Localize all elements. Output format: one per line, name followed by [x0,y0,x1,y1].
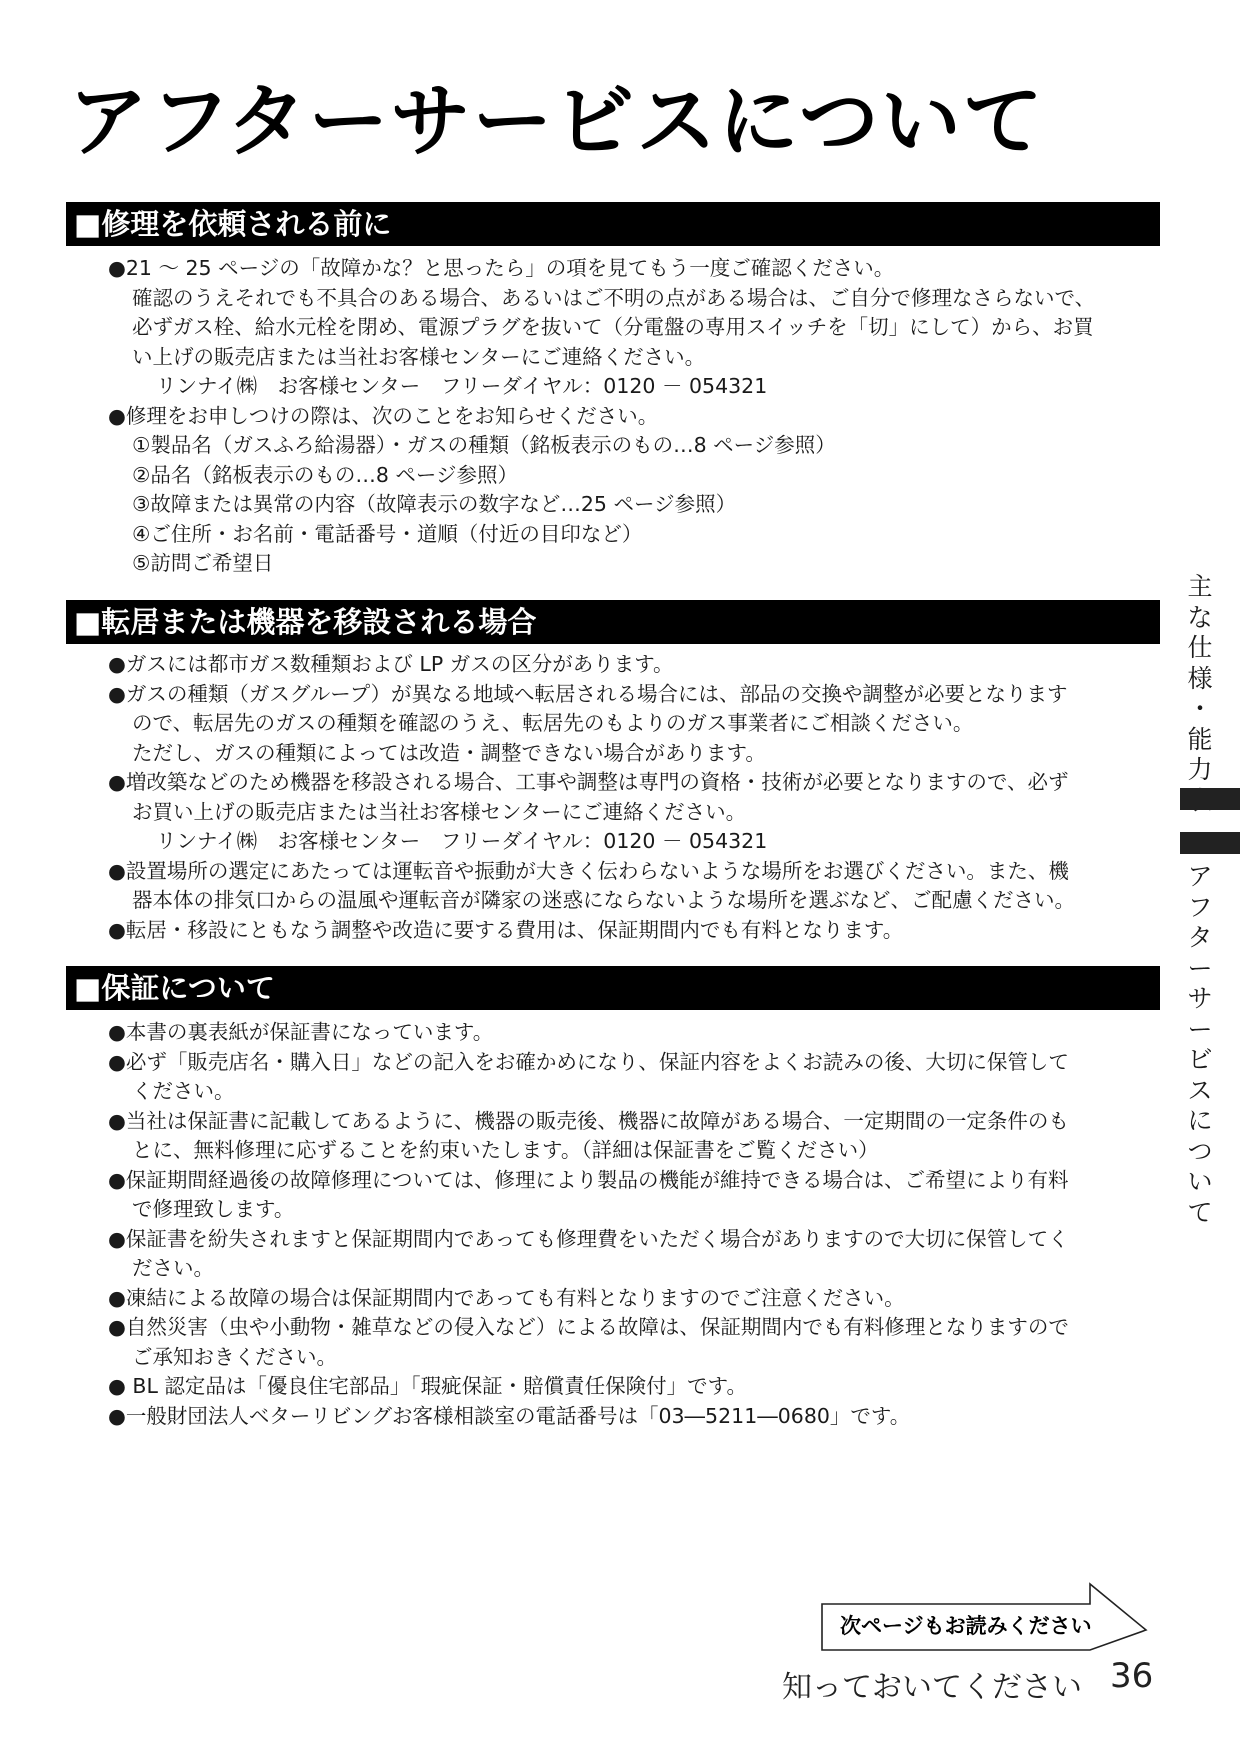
text-line: ださい。 [132,1256,214,1280]
section-body-repair [108,254,1166,579]
next-page-label: 次ページもお読みください [840,1614,1092,1638]
text-line: ●保証期間経過後の故障修理については、修理により製品の機能が維持できる場合は、ご希望により有料 [108,1167,1069,1192]
text-line: 必ずガス栓、給水元栓を閉め、電源プラグを抜いて（分電盤の専用スイッチを「切」にして）から、お買 [132,315,1094,339]
text-line: ご承知おきください。 [132,1344,337,1369]
page-number: 36 [1110,1656,1154,1696]
text-line: ください。 [132,1079,235,1103]
text-line: ●増改築などのため機器を移設される場合、工事や調整は専門の資格・技術が必要となりますので、必ず [108,770,1069,794]
side-tab-divider [1180,788,1240,810]
section-body-warranty [108,1018,1166,1431]
text-line: ● BL 認定品は「優良住宅部品」「瑕疵保証・賠償責任保険付」です。 [108,1374,748,1398]
text-line: ●自然災害（虫や小動物・雑草などの侵入など）による故障は、保証期間内でも有料修理となりますので [108,1315,1069,1339]
text-line: ●設置場所の選定にあたっては運転音や振動が大きく伝わらないような場所をお選びください。また、機 [108,858,1069,883]
list-item: ①製品名（ガスふろ給湯器）・ガスの種類（銘板表示のもの…8 ページ参照） [132,433,836,457]
phone-line: リンナイ㈱ お客様センター フリーダイヤル：0120 － 054321 [156,374,768,398]
text-line: ●転居・移設にともなう調整や改造に要する費用は、保証期間内でも有料となります。 [108,917,904,942]
text-line: ので、転居先のガスの種類を確認のうえ、転居先のもよりのガス事業者にご相談ください。 [132,711,974,735]
section-heading-warranty: ■保証について [66,966,1160,1010]
text-line: お買い上げの販売店または当社お客様センターにご連絡ください。 [132,799,747,824]
list-item: ③故障または異常の内容（故障表示の数字など…25 ページ参照） [132,492,737,516]
text-line: ●ガスには都市ガス数種類および LP ガスの区分があります。 [108,652,674,676]
page-title: アフターサービスについて [68,75,1045,168]
list-item: ④ご住所・お名前・電話番号・道順（付近の目印など） [132,521,643,546]
text-line: ●ガスの種類（ガスグループ）が異なる地域へ転居される場合には、部品の交換や調整が必要となります [108,681,1068,706]
section-heading-repair: ■修理を依頼される前に [66,202,1160,246]
side-tab-after-service[interactable]: ア フ タ ー サ ー ビ ス に つ い て [1187,862,1213,1227]
text-line: ●当社は保証書に記載してあるように、機器の販売後、機器に故障がある場合、一定期間の一定条件のも [108,1108,1069,1133]
side-tab-active-marker [1180,832,1240,854]
text-line: 確認のうえそれでも不具合のある場合、あるいはご不明の点がある場合は、ご自分で修理なさらないで、 [132,285,1096,310]
phone-line: リンナイ㈱ お客様センター フリーダイヤル：0120 － 054321 [156,829,768,853]
text-line: とに、無料修理に応ずることを約束いたします。（詳細は保証書をご覧ください） [132,1138,879,1162]
text-line: ●必ず「販売店名・購入日」などの記入をお確かめになり、保証内容をよくお読みの後、大切に保管して [108,1049,1069,1074]
text-line: い上げの販売店または当社お客様センターにご連絡ください。 [132,344,706,369]
text-line: 器本体の排気口からの温風や運転音が隣家の迷惑にならないような場所を選ぶなど、ご配慮ください。 [132,888,1075,912]
next-page-note [820,1582,1150,1652]
text-line: ●保証書を紛失されますと保証期間内であっても修理費をいただく場合がありますので大切に保管してく [108,1226,1069,1251]
text-line: ●修理をお申しつけの際は、次のことをお知らせください。 [108,403,659,428]
list-item: ②品名（銘板表示のもの…8 ページ参照） [132,462,519,487]
text-line: で修理致します。 [132,1197,295,1221]
text-line: ただし、ガスの種類によっては改造・調整できない場合があります。 [132,740,766,765]
list-item: ⑤訪問ご希望日 [132,551,274,575]
text-line: ●一般財団法人ベターリビングお客様相談室の電話番号は「03―5211―0680」です。 [108,1403,911,1428]
side-tab-specifications[interactable]: 主 な 仕 様 ・ 能 力 [1187,572,1213,784]
text-line: ●21 ～ 25 ページの「故障かな？と思ったら」の項を見てもう一度ご確認ください。 [108,256,895,280]
text-line: ●本書の裏表紙が保証書になっています。 [108,1020,494,1044]
footer-section-label: 知っておいてください [782,1670,1082,1705]
text-line: ●凍結による故障の場合は保証期間内であっても有料となりますのでご注意ください。 [108,1285,905,1310]
section-body-relocation [108,650,1166,945]
section-heading-relocation: ■転居または機器を移設される場合 [66,600,1160,644]
